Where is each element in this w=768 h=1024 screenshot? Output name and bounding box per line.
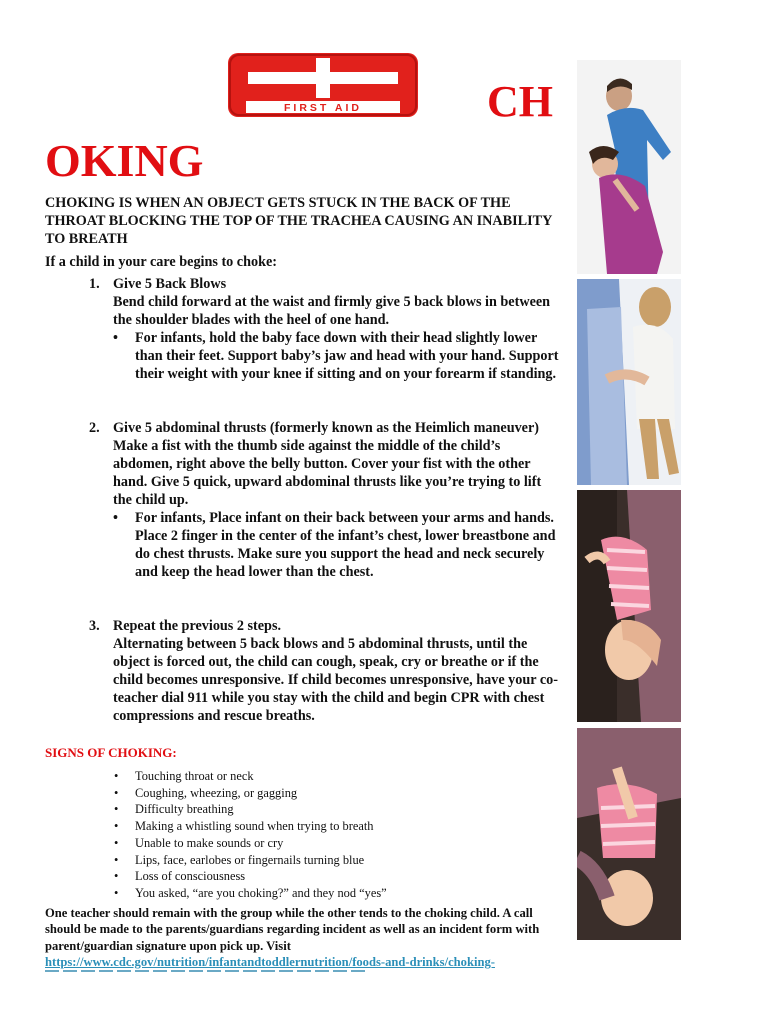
step-number: 2. xyxy=(89,420,100,436)
bullet-icon: • xyxy=(114,819,119,834)
step-bullet xyxy=(113,509,559,581)
list-item: • Coughing, wheezing, or gagging xyxy=(114,785,298,800)
step-heading: Repeat the previous 2 steps. xyxy=(113,618,282,634)
photo-mannequin-back-blows xyxy=(577,279,681,485)
bullet-icon: • xyxy=(114,852,119,867)
step-bullet-text: For infants, Place infant on their back between your arms and hands. Place 2 finger in the center of the infant’s chest, lower breastbone and do chest thrusts. Make sure you support the head and neck securely and keep the head lower than the chest. xyxy=(135,510,556,580)
photo-infant-back-blows xyxy=(577,490,681,722)
first-aid-logo xyxy=(228,53,418,117)
list-item: • Loss of consciousness xyxy=(114,869,246,884)
list-item: • Lips, face, earlobes or fingernails turning blue xyxy=(114,852,365,867)
step-text: Bend child forward at the waist and firmly give 5 back blows in between the shoulder blades with the heel of one hand. xyxy=(113,294,551,328)
list-item: • Difficulty breathing xyxy=(114,802,234,817)
step-text: Make a fist with the thumb side against the middle of the child’s abdomen, right above the belly button. Cover your fist with the other hand. Give 5 quick, upward abdominal thrusts like you’re trying to lift the child up. xyxy=(113,438,542,508)
outro-text: One teacher should remain with the group while the other tends to the choking child. A call should be made to the parents/guardians regarding incident as well as an incident form with parent/guardian signature upon pick up. Visit xyxy=(45,906,540,953)
bullet-icon: • xyxy=(113,510,118,526)
list-item: • You asked, “are you choking?” and they nod “yes” xyxy=(114,885,387,900)
step-bullet-text: For infants, hold the baby face down with their head slightly lower than their feet. Support baby’s jaw and head with your hand. Support their weight with your knee if sitting and on your forearm if standing. xyxy=(135,330,559,382)
list-item: • Touching throat or neck xyxy=(114,769,254,783)
step-number: 1. xyxy=(89,276,100,292)
cropped-link-line xyxy=(45,969,365,973)
bullet-icon: • xyxy=(114,769,119,783)
step-2 xyxy=(89,419,559,581)
bullet-icon: • xyxy=(113,330,118,346)
logo-text: FIRST AID xyxy=(284,102,362,114)
title-part-2: OKING xyxy=(45,135,204,186)
signs-title: SIGNS OF CHOKING: xyxy=(45,745,177,760)
bullet-icon: • xyxy=(114,835,119,850)
photo-infant-chest-thrusts xyxy=(577,728,681,940)
intro-definition: CHOKING IS WHEN AN OBJECT GETS STUCK IN THE BACK OF THE THROAT BLOCKING THE TOP OF THE TRACHEA CAUSING AN INABILITY TO BREATH xyxy=(45,195,552,247)
cdc-link[interactable]: https://www.cdc.gov/nutrition/infantandtoddlernutrition/foods-and-drinks/choking- xyxy=(45,955,495,969)
step-bullet xyxy=(113,329,559,383)
photo-adult-choking xyxy=(577,60,681,274)
step-heading: Give 5 Back Blows xyxy=(113,276,227,292)
signs-list xyxy=(114,768,387,902)
step-number: 3. xyxy=(89,618,100,634)
bullet-icon: • xyxy=(114,885,119,900)
step-3 xyxy=(89,617,559,725)
step-1 xyxy=(89,275,559,383)
bullet-icon: • xyxy=(114,802,119,817)
lead-text: If a child in your care begins to choke: xyxy=(45,254,278,270)
list-item: • Unable to make sounds or cry xyxy=(114,835,284,850)
title-part-1: CH xyxy=(487,77,553,126)
step-heading: Give 5 abdominal thrusts (formerly known as the Heimlich maneuver) xyxy=(113,420,539,436)
bullet-icon: • xyxy=(114,869,119,884)
list-item: • Making a whistling sound when trying to breath xyxy=(114,819,374,834)
step-text: Alternating between 5 back blows and 5 abdominal thrusts, until the object is forced out, the child can cough, speak, cry or breathe or if the child becomes unresponsive. If child becomes unresponsive, have your co-teacher dial 911 while you stay with the child and begin CPR with chest compressions and rescue breaths. xyxy=(113,636,558,724)
bullet-icon: • xyxy=(114,785,119,800)
